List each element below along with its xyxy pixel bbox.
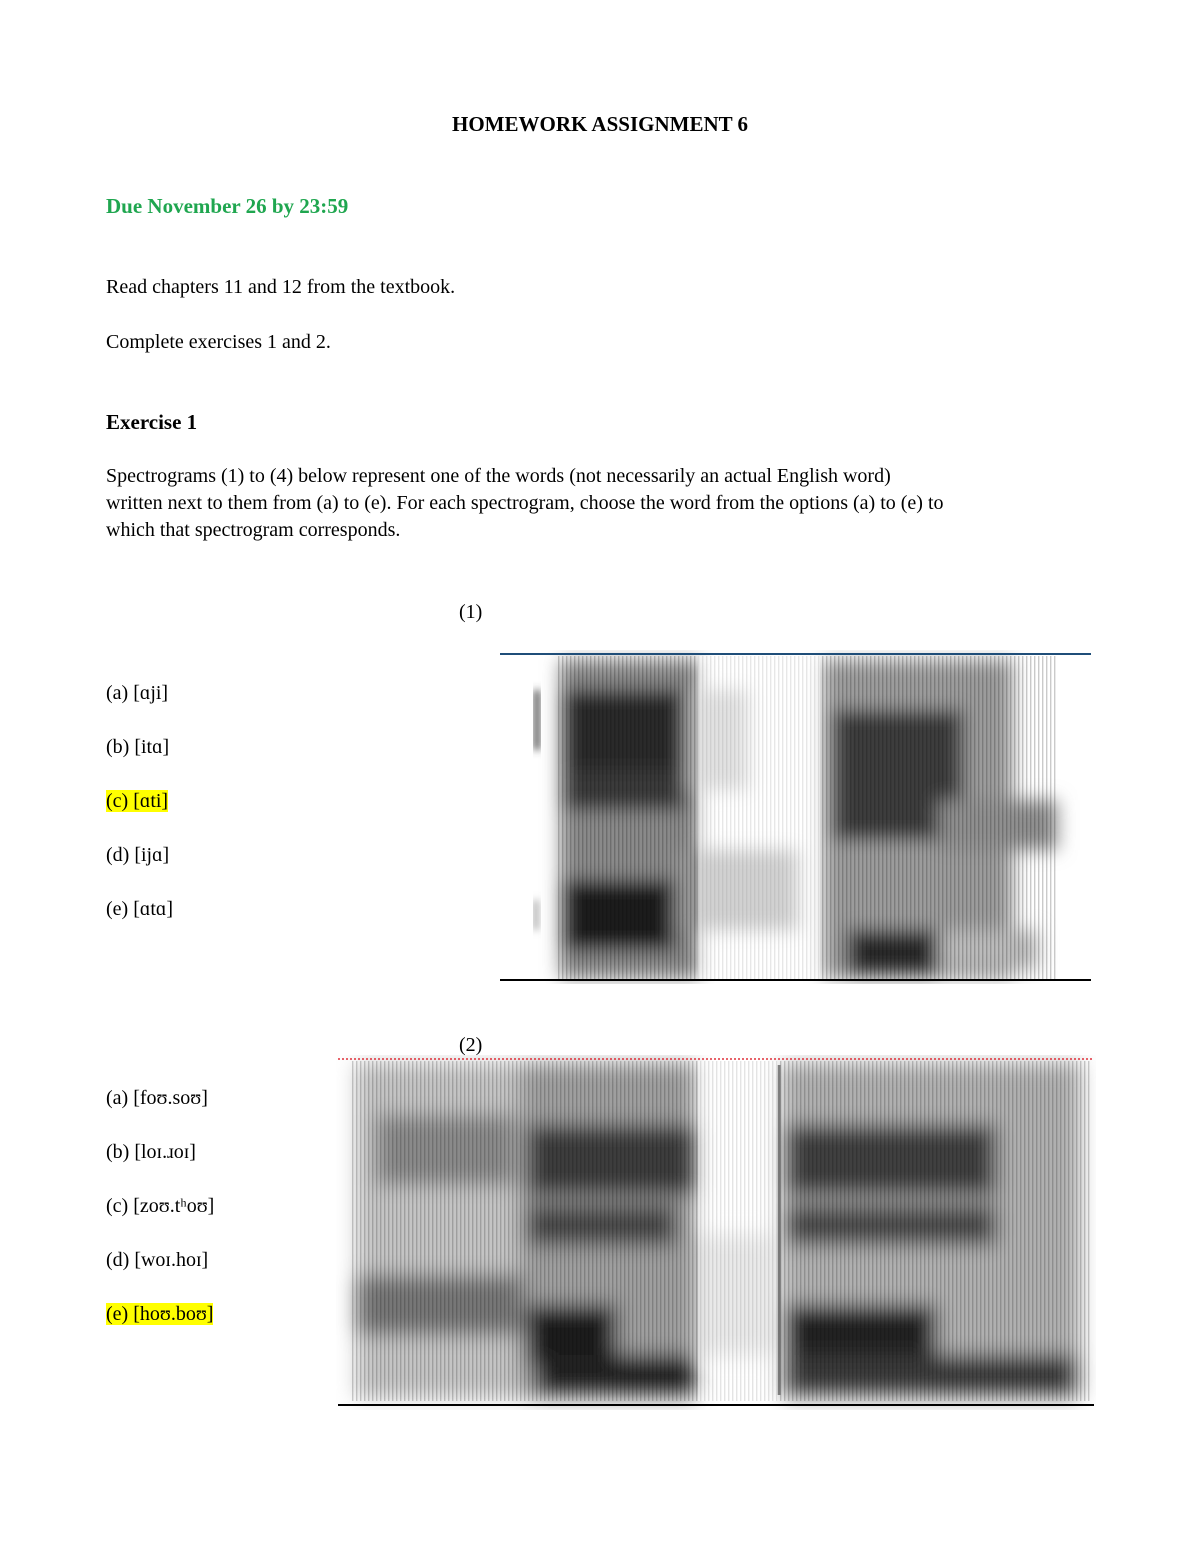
spectrogram-1-number: (1) bbox=[459, 601, 483, 623]
instruction-line: Spectrograms (1) to (4) below represent one of the words (not necessarily an actual English word) bbox=[106, 465, 891, 487]
item-2-option-b bbox=[106, 1141, 196, 1164]
item-1-option-e bbox=[106, 898, 173, 921]
exercise-instruction: Complete exercises 1 and 2. bbox=[106, 331, 331, 353]
spectrogram-2-image bbox=[336, 1055, 1096, 1410]
exercise-1-heading: Exercise 1 bbox=[106, 410, 198, 434]
instruction-line: written next to them from (a) to (e). For each spectrogram, choose the word from the options (a) to (e) to bbox=[106, 492, 944, 514]
option-label: (e) [ɑtɑ] bbox=[106, 898, 173, 920]
item-1-option-c bbox=[106, 790, 168, 813]
item-2-option-d bbox=[106, 1249, 208, 1272]
item-2-option-a bbox=[106, 1087, 208, 1110]
option-label: (c) [zoʊ.tʰoʊ] bbox=[106, 1195, 215, 1217]
option-label: (b) [loɪ.ɹoɪ] bbox=[106, 1141, 196, 1163]
spectrogram-2-number: (2) bbox=[459, 1034, 483, 1056]
option-label: (b) [itɑ] bbox=[106, 736, 170, 758]
option-label: (a) [foʊ.soʊ] bbox=[106, 1087, 208, 1109]
due-date: Due November 26 by 23:59 bbox=[106, 194, 349, 218]
spectrogram-1-image bbox=[498, 650, 1093, 984]
option-label: (d) [woɪ.hoɪ] bbox=[106, 1249, 209, 1271]
page-title: HOMEWORK ASSIGNMENT 6 bbox=[452, 112, 748, 136]
option-label: (d) [ijɑ] bbox=[106, 844, 170, 866]
option-label-highlighted: (c) [ɑti] bbox=[106, 790, 169, 812]
exercise-1-instructions bbox=[106, 463, 1106, 544]
item-1-option-a bbox=[106, 682, 168, 705]
option-label: (a) [ɑji] bbox=[106, 682, 169, 704]
item-2-option-e bbox=[106, 1303, 213, 1326]
instruction-line: which that spectrogram corresponds. bbox=[106, 519, 401, 541]
item-1-option-d bbox=[106, 844, 169, 867]
reading-instruction: Read chapters 11 and 12 from the textbook. bbox=[106, 276, 456, 298]
item-1-option-b bbox=[106, 736, 169, 759]
item-2-option-c bbox=[106, 1195, 214, 1218]
option-label-highlighted: (e) [hoʊ.boʊ] bbox=[106, 1303, 214, 1325]
